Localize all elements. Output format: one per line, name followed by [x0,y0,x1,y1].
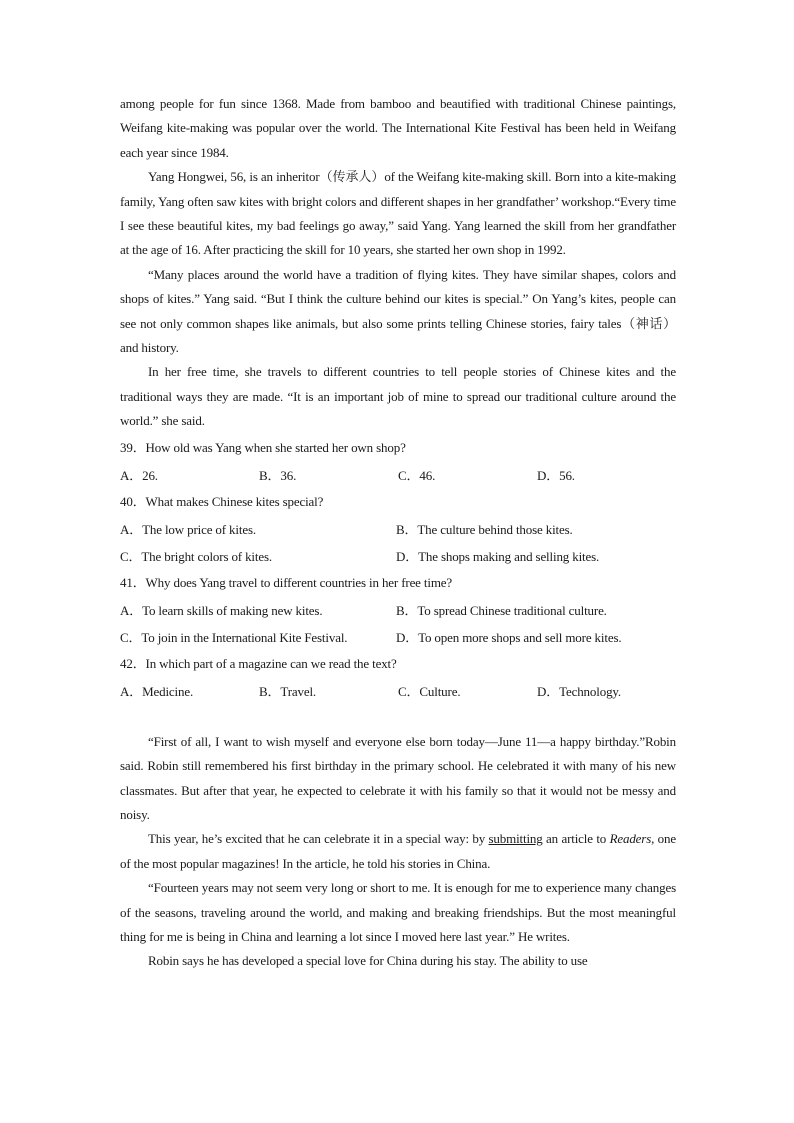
question-40: 40．What makes Chinese kites special? [120,493,324,509]
passage-paragraph: “Many places around the world have a tradition of flying kites. They have similar shapes, colors and shops of kites.” Yang said. “But I think the culture behind our kites is special.” On Yang’s kites, people can see not only common shapes like animals, but also some prints telling Chinese stories, fairy tales（神话）and history. [120,266,676,356]
options-41-row2 [120,623,676,650]
option-a: A．The low price of kites. [120,521,256,537]
passage-paragraph: Yang Hongwei, 56, is an inheritor（传承人）of the Weifang kite-making skill. Born into a kite-making family, Yang often saw kites with bright colors and different shapes in her grandfather’ workshop.“Every time I see these beautiful kites, my bad feelings go away,” said Yang. Yang learned the skill from her grandfather at the age of 16. After practicing the skill for 10 years, she started her own shop in 1992. [120,169,676,258]
option-c: C．The bright colors of kites. [120,548,272,564]
option-a: A．To learn skills of making new kites. [120,602,323,618]
options-40-row2 [120,542,676,569]
section-gap [120,704,676,730]
text-run: , one of the most popular magazines! In the article, he told his stories in China. [120,831,676,871]
option-d: D．The shops making and selling kites. [396,548,600,564]
option-b: B．To spread Chinese traditional culture. [396,602,607,618]
passage-paragraph: “Fourteen years may not seem very long or short to me. It is enough for me to experience many changes of the seasons, traveling around the world, and making and breaking friendships. But the most meaningful thing for me is being in China and learning a lot since I moved here last year.” He writes. [120,880,676,944]
passage-paragraph: among people for fun since 1368. Made from bamboo and beautified with traditional Chinese paintings, Weifang kite-making was popular over the world. The International Kite Festival has been held in Weifang each year since 1984. [120,96,676,160]
exam-page [120,92,676,974]
option-b: B．The culture behind those kites. [396,521,573,537]
question-42: 42．In which part of a magazine can we read the text? [120,655,397,671]
text-run: This year, he’s excited that he can celebrate it in a special way: by [148,831,489,847]
passage-paragraph: “First of all, I want to wish myself and everyone else born today—June 11—a happy birthday.”Robin said. Robin still remembered his first birthday in the primary school. He celebrated it with many of his new classmates. But after that year, he expected to celebrate it with his family so that it would not be messy and noisy. [120,733,676,822]
option-c: C．Culture. [398,683,461,699]
option-b: B．36. [259,467,297,483]
text-run: an article to [542,831,610,847]
question-41: 41．Why does Yang travel to different countries in her free time? [120,574,453,590]
passage-paragraph: Robin says he has developed a special love for China during his stay. The ability to use [148,953,588,969]
options-42 [120,677,676,704]
questions [120,434,676,704]
passage-paragraph [120,827,676,876]
option-c: C．46. [398,467,436,483]
passage-kites [120,92,676,434]
option-d: D．56. [537,467,575,483]
option-c: C．To join in the International Kite Festival. [120,629,348,645]
passage-paragraph: In her free time, she travels to different countries to tell people stories of Chinese kites and the traditional ways they are made. “It is an important job of mine to spread our traditional culture around the world.” she said. [120,364,676,429]
underlined-word: submitting [488,831,543,847]
passage-robin [120,730,676,974]
question-39: 39．How old was Yang when she started her own shop? [120,439,406,455]
option-a: A．Medicine. [120,683,194,699]
options-41-row1 [120,596,676,623]
magazine-title: Readers [609,831,652,847]
options-40-row1 [120,515,676,542]
options-39 [120,461,676,488]
option-a: A．26. [120,467,158,483]
option-d: D．Technology. [537,683,622,699]
option-d: D．To open more shops and sell more kites. [396,629,622,645]
option-b: B．Travel. [259,683,317,699]
